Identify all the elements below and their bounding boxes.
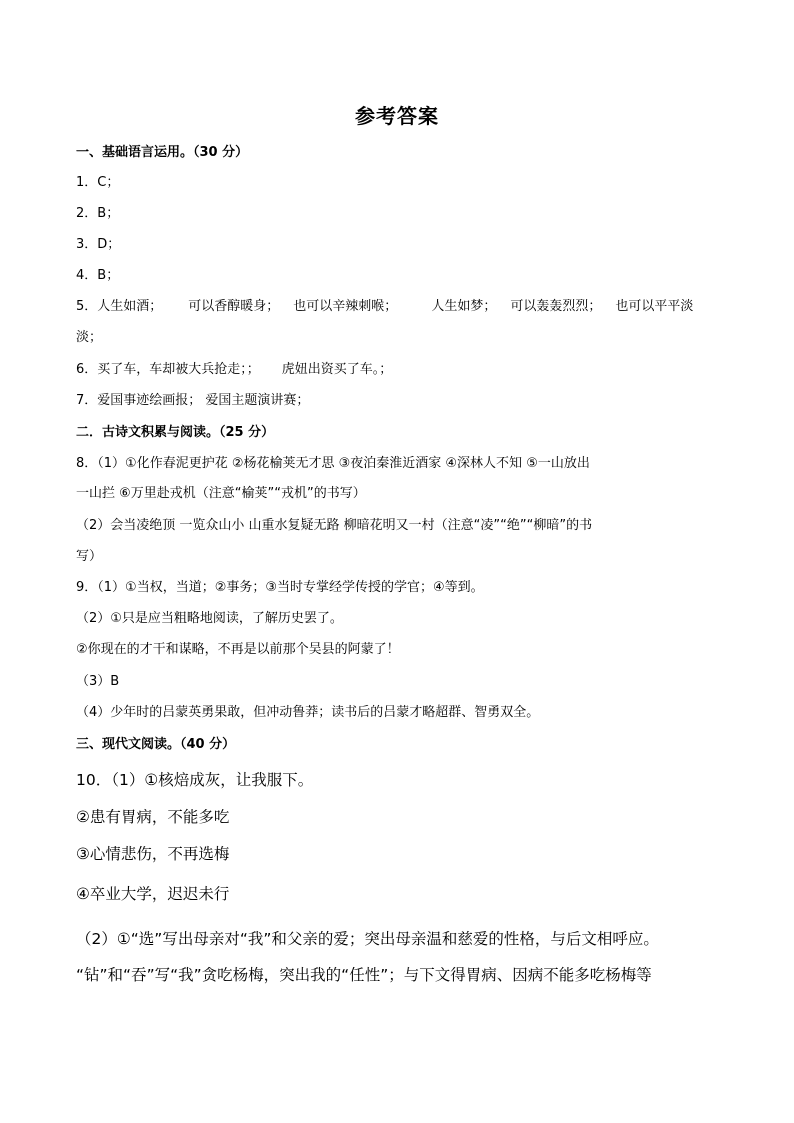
answer-6-part-1: 6．买了车，车却被大兵抢走；； [76, 362, 260, 377]
answer-6 [76, 360, 392, 380]
answer-8-1: 8．（1）①化作春泥更护花 ②杨花榆荚无才思 ③夜泊秦淮近酒家 ④深林人不知 ⑤一山放出 [76, 456, 590, 471]
answer-5-part-3: 也可以辛辣刺喉； [293, 299, 398, 314]
answer-5-continued: 淡； [76, 330, 103, 345]
answer-9-3: （3）B [76, 674, 120, 689]
answer-8-2-continued: 写） [76, 549, 103, 564]
answer-5-part-2: 可以香醇暖身； [188, 299, 280, 314]
answer-9-2: （2）①只是应当粗略地阅读，了解历史罢了。 [76, 611, 343, 626]
answer-3: 3．D； [76, 237, 121, 252]
answer-9-2-continued: ②你现在的才干和谋略，不再是以前那个吴县的阿蒙了！ [76, 642, 400, 657]
answer-5-part-4: 人生如梦； [431, 299, 497, 314]
answer-5-part-5: 可以轰轰烈烈； [510, 299, 602, 314]
page-title: 参考答案 [355, 104, 439, 128]
answer-5 [76, 297, 693, 317]
answer-6-part-2: 虎妞出资买了车。； [281, 362, 393, 377]
answer-7: 7．爱国事迹绘画报； 爱国主题演讲赛； [76, 393, 310, 408]
answer-8-1-continued: 一山拦 ⑥万里赴戎机（注意“榆荚”“戎机”的书写） [76, 486, 366, 501]
answer-5-part-6: 也可以平平淡 [615, 299, 694, 314]
section-heading-classical-poetry: 二．古诗文积累与阅读。（25 分） [76, 425, 275, 440]
answer-8-2: （2）会当凌绝顶 一览众山小 山重水复疑无路 柳暗花明又一村（注意“凌”“绝”“柳暗”的书 [76, 518, 593, 533]
answer-10-1-item-4: ④卒业大学，迟迟未行 [76, 885, 230, 903]
answer-10-2: （2）①“选”写出母亲对“我”和父亲的爱；突出母亲温和慈爱的性格，与后文相呼应。 [76, 930, 659, 948]
answer-9-1: 9．（1）①当权，当道；②事务；③当时专掌经学传授的学官；④等到。 [76, 580, 484, 595]
answer-5-part-1: 5．人生如酒； [76, 299, 163, 314]
answer-10-1-item-3: ③心情悲伤，不再选梅 [76, 845, 230, 863]
section-heading-modern-reading: 三、现代文阅读。（40 分） [76, 737, 236, 752]
answer-2: 2．B； [76, 206, 120, 221]
answer-1: 1．C； [76, 175, 120, 190]
answer-10-1-item-2: ②患有胃病，不能多吃 [76, 808, 230, 826]
answer-10-1: 10．（1）①核焙成灰，让我服下。 [76, 771, 314, 789]
answer-4: 4．B； [76, 268, 120, 283]
section-heading-basic-language: 一、基础语言运用。（30 分） [76, 145, 249, 160]
answer-10-2-continued: “钻”和“吞”写“我”贪吃杨梅，突出我的“任性”；与下文得胃病、因病不能多吃杨梅等 [76, 966, 652, 984]
answer-9-4: （4）少年时的吕蒙英勇果敢，但冲动鲁莽；读书后的吕蒙才略超群、智勇双全。 [76, 705, 540, 720]
